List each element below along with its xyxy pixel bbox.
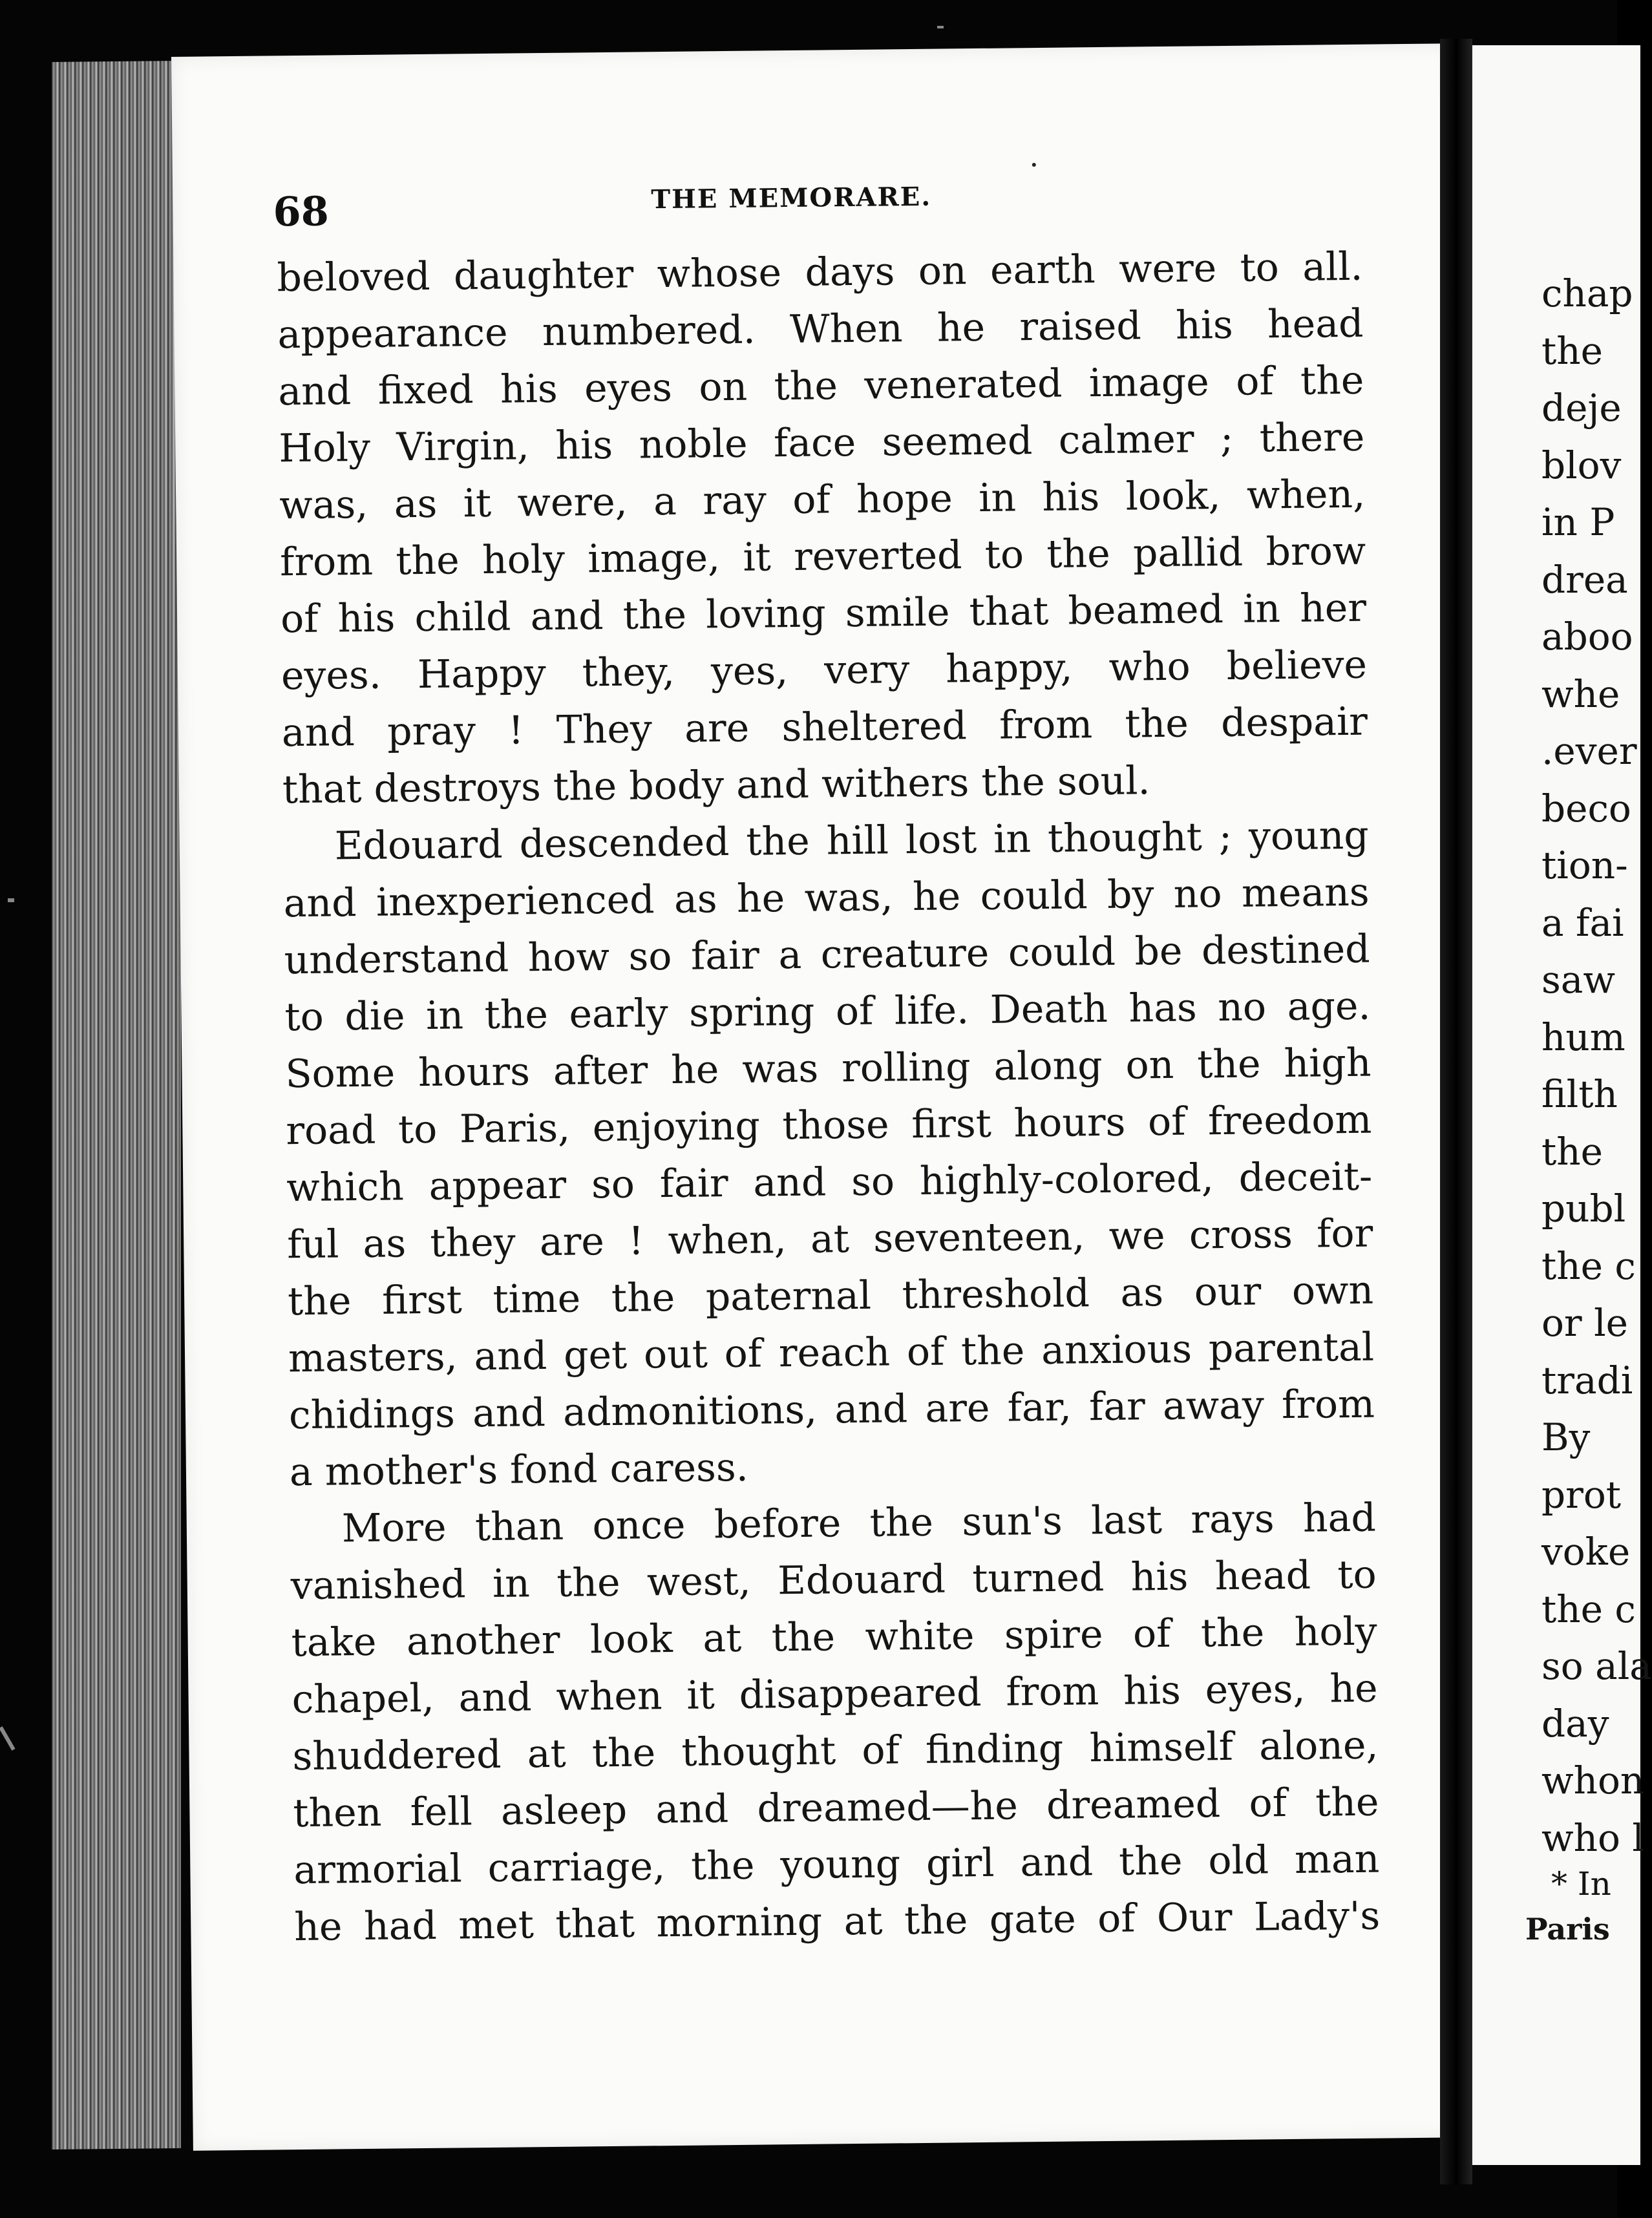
text-line: Holy Virgin, his noble face seemed calmer ; there [278, 414, 1365, 472]
text-line: the c [1541, 1243, 1636, 1288]
text-line: of his child and the loving smile that beamed in her [280, 585, 1367, 642]
text-line: beloved daughter whose days on earth were to all. [277, 244, 1363, 301]
text-line: a mother's fond caress. [289, 1444, 749, 1495]
text-line: and inexperienced as he was, he could by no means [283, 869, 1370, 927]
paragraph-start-line: More than once before the sun's last rays had [341, 1495, 1377, 1552]
left-page [171, 43, 1476, 2151]
text-line: understand how so fair a creature could be destined [284, 926, 1370, 984]
text-line: in P [1541, 500, 1615, 544]
text-line: chap [1541, 271, 1633, 315]
text-line: and pray ! They are sheltered from the despair [281, 699, 1368, 756]
text-line: blov [1541, 443, 1622, 487]
text-line: from the holy image, it reverted to the pallid brow [279, 528, 1366, 586]
text-line: publ [1541, 1187, 1626, 1230]
text-line: to die in the early spring of life. Death has no age. [284, 983, 1371, 1040]
footnote-line: * In [1551, 1865, 1611, 1903]
text-line: or le [1541, 1301, 1628, 1345]
text-line: appearance numbered. When he raised his head [277, 301, 1364, 358]
text-line: tion- [1541, 843, 1628, 887]
ink-speck [1032, 163, 1036, 167]
body-text [277, 238, 1381, 1956]
scan-speck [937, 26, 944, 28]
text-line: shuddered at the thought of finding himself alone, [292, 1722, 1379, 1780]
text-line: Some hours after he was rolling along on the high [285, 1040, 1371, 1097]
text-line: who l [1541, 1815, 1644, 1860]
text-line: the [1541, 328, 1603, 373]
page-edges [52, 61, 181, 2149]
scan-speck [8, 898, 14, 902]
text-line: beco [1541, 786, 1631, 830]
text-line: he had met that morning at the gate of Our Lady's [293, 1893, 1381, 1950]
text-line: masters, and get out of reach of the anxious parental [288, 1324, 1375, 1382]
paragraph-start-line: By [1541, 1415, 1591, 1459]
text-line: the [1541, 1129, 1603, 1174]
text-line: that destroys the body and withers the soul. [282, 758, 1150, 813]
text-line: which appear so fair and so highly-colored, deceit- [286, 1154, 1373, 1211]
text-line: voke [1541, 1530, 1631, 1574]
text-line: then fell asleep and dreamed—he dreamed of the [293, 1779, 1379, 1837]
text-line: filth [1541, 1072, 1618, 1116]
footnote-line: Paris [1525, 1912, 1610, 1947]
book-gutter [1440, 39, 1472, 2184]
text-line: prot [1541, 1472, 1622, 1517]
page-number: 68 [273, 187, 330, 236]
text-line: whe [1541, 671, 1620, 716]
text-line: saw [1541, 958, 1615, 1002]
text-line: whon [1541, 1759, 1645, 1802]
right-page-text [1541, 265, 1652, 1866]
text-line: the first time the paternal threshold as our own [287, 1267, 1374, 1325]
text-line: ful as they are ! when, at seventeen, we cross for [286, 1210, 1373, 1268]
text-line: vanished in the west, Edouard turned his head to [290, 1552, 1377, 1609]
text-line: deje [1541, 386, 1622, 430]
right-page-footnote [1525, 1861, 1642, 1952]
text-line: armorial carriage, the young girl and the old man [293, 1836, 1380, 1894]
text-line: aboo [1541, 615, 1633, 659]
text-line: so ala [1541, 1644, 1652, 1688]
text-line: chidings and admonitions, and are far, far away from [288, 1381, 1375, 1439]
text-line: .ever [1541, 729, 1637, 773]
text-line: day [1541, 1701, 1609, 1746]
text-line: tradi [1541, 1358, 1633, 1402]
text-line: hum [1541, 1015, 1626, 1059]
running-title: THE MEMORARE. [651, 181, 932, 215]
text-line: and fixed his eyes on the venerated image of the [278, 357, 1364, 415]
text-line: chapel, and when it disappeared from his eyes, he [291, 1665, 1378, 1723]
paragraph-start-line: Edouard descended the hill lost in thought ; young [334, 812, 1370, 869]
text-line: a fai [1541, 900, 1624, 945]
text-line: eyes. Happy they, yes, very happy, who believe [281, 642, 1368, 699]
text-line: the c [1541, 1587, 1636, 1631]
text-line: was, as it were, a ray of hope in his look, when, [279, 471, 1366, 529]
text-line: drea [1541, 557, 1628, 602]
scan-speck [0, 1726, 16, 1751]
text-line: take another look at the white spire of the holy [291, 1609, 1377, 1666]
text-line: road to Paris, enjoying those first hours of freedom [286, 1097, 1372, 1154]
